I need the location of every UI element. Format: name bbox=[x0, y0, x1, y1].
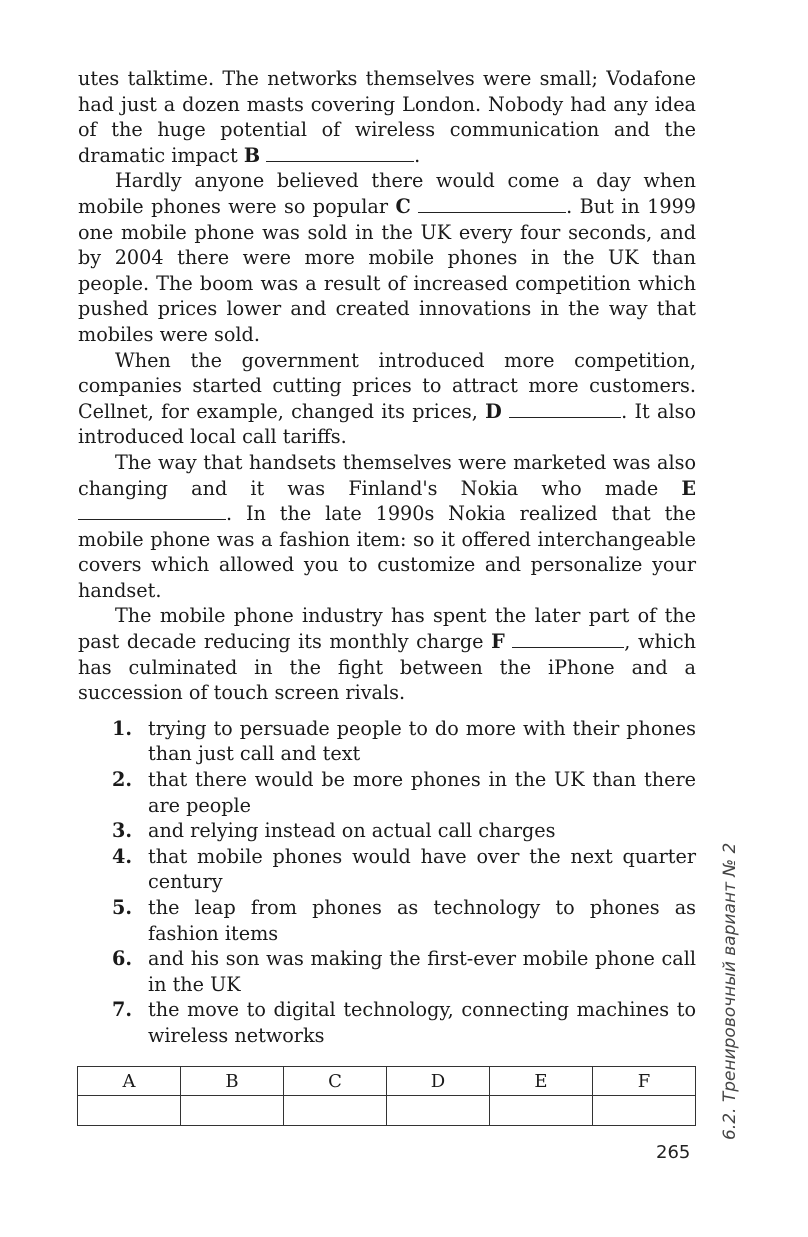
option-text: that mobile phones would have over the next quarter century bbox=[148, 844, 696, 894]
paragraph-3-after: . It also introduced local call tariffs. bbox=[78, 399, 696, 449]
paragraph-4 bbox=[78, 450, 696, 604]
paragraph-3 bbox=[78, 348, 696, 450]
answer-header-c: C bbox=[284, 1067, 387, 1096]
option-item bbox=[78, 844, 696, 895]
answer-cell-a[interactable] bbox=[78, 1096, 181, 1126]
gap-letter-d: D bbox=[485, 399, 502, 423]
answer-table bbox=[77, 1066, 696, 1126]
answer-cell-b[interactable] bbox=[181, 1096, 284, 1126]
option-text: and relying instead on actual call charges bbox=[148, 819, 556, 843]
gap-f-blank[interactable] bbox=[512, 629, 624, 648]
option-item bbox=[78, 767, 696, 818]
paragraph-3-before: When the government introduced more competition, companies started cutting prices to attract more customers. Cellnet, for example, changed its prices, bbox=[78, 348, 696, 423]
paragraph-5-after: , which has culminated in the fight between the iPhone and a succession of touch screen rivals. bbox=[78, 630, 696, 705]
option-text: and his son was making the first-ever mobile phone call in the UK bbox=[148, 947, 696, 996]
gap-d-blank[interactable] bbox=[509, 399, 621, 418]
option-number: 3. bbox=[112, 819, 133, 843]
gap-letter-f: F bbox=[491, 630, 505, 654]
answer-cell-f[interactable] bbox=[593, 1096, 696, 1126]
gap-b-blank[interactable] bbox=[266, 143, 414, 162]
answer-header-a: A bbox=[78, 1067, 181, 1096]
paragraph-1 bbox=[78, 66, 696, 168]
paragraph-1-text: utes talktime. The networks themselves were small; Vodafone had just a dozen masts covering London. Nobody had any idea of the huge potential of wireless communication and the dramatic impact bbox=[78, 67, 696, 167]
page-number: 265 bbox=[656, 1142, 691, 1163]
gap-letter-b: B bbox=[243, 143, 261, 167]
option-number: 6. bbox=[112, 947, 133, 971]
gap-c-blank[interactable] bbox=[418, 194, 566, 213]
option-number: 7. bbox=[112, 998, 133, 1022]
option-item bbox=[78, 895, 696, 946]
answer-table-input-row bbox=[78, 1096, 696, 1126]
gap-e-blank[interactable] bbox=[78, 501, 226, 520]
answer-header-e: E bbox=[490, 1067, 593, 1096]
option-item bbox=[78, 818, 696, 844]
paragraph-2-before: Hardly anyone believed there would come a day when mobile phones were so popular bbox=[78, 169, 696, 218]
paragraph-4-after: . In the late 1990s Nokia realized that the mobile phone was a fashion item: so it offered interchangeable covers which allowed you to customize and personalize your handset. bbox=[78, 502, 696, 602]
paragraph-2-after: . But in 1999 one mobile phone was sold in the UK every four seconds, and by 2004 there were more mobile phones in the UK than people. The boom was a result of increased competition which pushed prices lower and created innovations in the way that mobiles were sold. bbox=[78, 194, 696, 346]
option-item bbox=[78, 716, 696, 767]
gap-letter-c: C bbox=[395, 194, 411, 218]
paragraph-1-end: . bbox=[414, 143, 421, 167]
paragraph-4-before: The way that handsets themselves were marketed was also changing and it was Finland's Nokia who made bbox=[78, 450, 696, 500]
answer-cell-d[interactable] bbox=[387, 1096, 490, 1126]
answer-cell-e[interactable] bbox=[490, 1096, 593, 1126]
option-text: trying to persuade people to do more with their phones than just call and text bbox=[148, 716, 696, 766]
answer-header-f: F bbox=[593, 1067, 696, 1096]
option-number: 4. bbox=[112, 844, 133, 868]
option-text: the move to digital technology, connecting machines to wireless networks bbox=[148, 998, 696, 1047]
option-number: 5. bbox=[112, 896, 133, 919]
gap-letter-e: E bbox=[681, 476, 696, 500]
paragraph-5 bbox=[78, 603, 696, 705]
answer-header-d: D bbox=[387, 1067, 490, 1096]
option-number: 2. bbox=[112, 768, 133, 792]
answer-cell-c[interactable] bbox=[284, 1096, 387, 1126]
answer-table-header-row bbox=[78, 1067, 696, 1096]
section-side-label: 6.2. Тренировочный вариант № 2 bbox=[720, 842, 740, 1140]
paragraph-2 bbox=[78, 168, 696, 347]
option-number: 1. bbox=[112, 716, 133, 740]
option-text: that there would be more phones in the UK than there are people bbox=[148, 768, 696, 817]
option-text: the leap from phones as technology to phones as fashion items bbox=[148, 896, 696, 945]
paragraph-5-before: The mobile phone industry has spent the later part of the past decade reducing its monthly charge bbox=[78, 604, 696, 654]
answer-header-b: B bbox=[181, 1067, 284, 1096]
option-item bbox=[78, 997, 696, 1048]
option-item bbox=[78, 946, 696, 997]
options-list bbox=[78, 716, 696, 1049]
main-text bbox=[78, 66, 696, 1049]
